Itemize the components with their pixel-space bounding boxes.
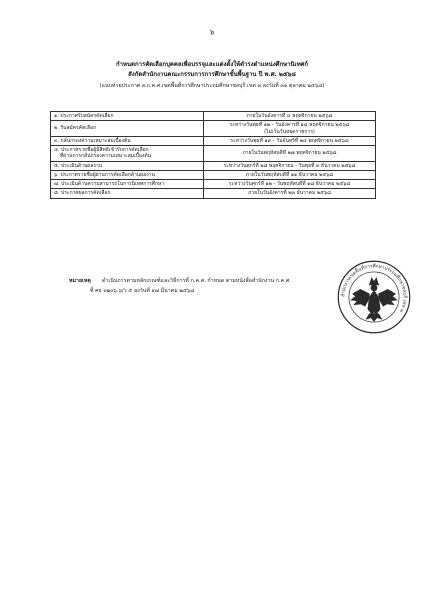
- activity-cell: ๒. รับสมัครคัดเลือก: [51, 121, 204, 137]
- date-cell: ภายในวันอังคารที่ ๔ พฤศจิกายน ๒๕๖๘: [204, 112, 376, 121]
- date-text: ระหว่างวันพุธที่ ๑๒ - วันอังคารที่ ๑๘ พฤศจิกายน ๒๕๖๘: [229, 122, 350, 129]
- table-row: [51, 121, 376, 137]
- date-cell: ภายในวันพฤหัสบดีที่ ๒๗ พฤศจิกายน ๒๕๖๘: [204, 146, 376, 162]
- table-row: [51, 189, 376, 198]
- activity-cell: [51, 146, 204, 162]
- heading-line-1: กำหนดการคัดเลือกบุคคลเพื่อบรรจุและแต่งตั้งให้ดำรงตำแหน่งศึกษานิเทศก์: [116, 61, 308, 68]
- date-cell: ระหว่างวันศุกร์ที่ ๑๒ - วันพฤหัสบดีที่ ๑๘ ธันวาคม ๒๕๖๘: [204, 180, 376, 189]
- page-number: ๖: [209, 28, 215, 36]
- date-subtext: (ไม่เว้นวันหยุดราชการ): [264, 128, 315, 135]
- table-row: [51, 180, 376, 189]
- activity-subtext: ที่ผ่านการกลั่นกรองความเหมาะสมเบื้องต้น: [60, 153, 152, 160]
- heading-line-2: สังกัดสำนักงานคณะกรรมการการศึกษาขั้นพื้นฐาน ปี พ.ศ. ๒๕๖๘: [128, 71, 296, 78]
- activity-cell: ๕. ประเมินด้านผลงาน: [51, 161, 204, 170]
- activity-cell: ๑. ประกาศรับสมัครคัดเลือก: [51, 112, 204, 121]
- date-cell: ภายในวันพฤหัสบดีที่ ๑๑ ธันวาคม ๒๕๖๘: [204, 170, 376, 179]
- note-line-2: ที่ ศธ ๐๒๐๖.๖/ว ๕ ลงวันที่ ๑๗ มีนาคม ๒๕๖๘: [90, 288, 195, 294]
- seal-ring-text: สำนักงานเขตพื้นที่การศึกษาประถมศึกษาชลบุรี เขต ๓: [341, 264, 407, 313]
- activity-cell: ๓. กลั่นกรองความเหมาะสมเบื้องต้น: [51, 136, 204, 145]
- table-row: [51, 136, 376, 145]
- official-seal: [336, 259, 412, 335]
- activity-cell: ๗. ประเมินด้านความสามารถในการนิเทศการศึกษา: [51, 180, 204, 189]
- date-cell: ระหว่างวันพุธที่ ๑๙ - วันจันทร์ที่ ๒๔ พฤศจิกายน ๒๕๖๘: [204, 136, 376, 145]
- date-cell: [204, 121, 376, 137]
- note-line-1: ดำเนินการตามหลักเกณฑ์และวิธีการที่ ก.ค.ศ. กำหนด ตามหนังสือสำนักงาน ก.ค.ศ.: [102, 278, 291, 284]
- schedule-table: [50, 111, 376, 199]
- table-row: [51, 170, 376, 179]
- activity-cell: ๘. ประกาศผลการคัดเลือก: [51, 189, 204, 198]
- activity-cell: ๖. ประกาศรายชื่อผู้ผ่านการคัดเลือกด้านผลงาน: [51, 170, 204, 179]
- date-cell: ระหว่างวันศุกร์ที่ ๒๘ พฤศจิกายน - วันพุธที่ ๓ ธันวาคม ๒๕๖๘: [204, 161, 376, 170]
- note-label: หมายเหตุ: [69, 278, 91, 284]
- table-row: [51, 112, 376, 121]
- garuda-emblem-icon: [351, 278, 397, 321]
- table-row: [51, 146, 376, 162]
- activity-text: ๔. ประกาศรายชื่อผู้มีสิทธิเข้ารับการคัดเลือก: [54, 147, 149, 153]
- heading-line-3: (แนบท้ายประกาศ อ.ก.ค.ศ.เขตพื้นที่การศึกษาประถมศึกษาชลบุรี เขต ๓ ลงวันที่ ๓๑ ตุลาคม ๒๕๖๘): [99, 83, 325, 89]
- date-cell: ภายในวันอังคารที่ ๒๓ ธันวาคม ๒๕๖๘: [204, 189, 376, 198]
- table-row: [51, 161, 376, 170]
